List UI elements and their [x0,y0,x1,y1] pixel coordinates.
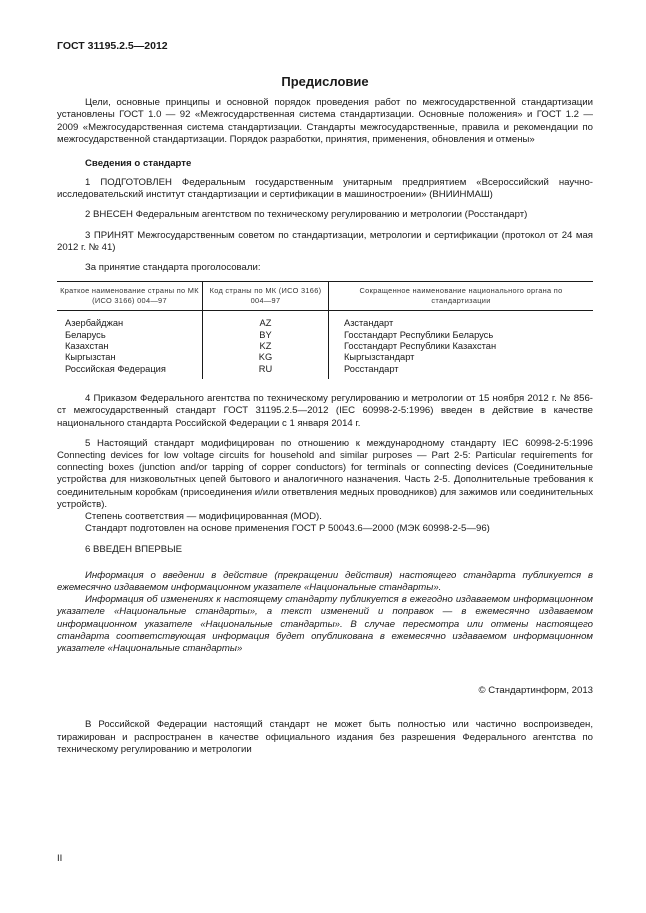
document-page [57,40,593,756]
notice-introduction: Информация о введении в действие (прекращении действия) настоящего стандарта публикуется в ежемесячно издаваемом информационном указателе «Национальные стандарты». [57,569,593,593]
item-2-introduced: 2 ВНЕСЕН Федеральным агентством по техническому регулированию и метрологии (Росстандарт) [85,209,528,221]
country-cell: Азербайджан [65,318,124,329]
legal-notice: В Российской Федерации настоящий стандарт не может быть полностью или частично воспроизведен, тиражирован и распространен в качестве официального издания без разрешения Федерального агентства по техническому регулированию и метрологии [57,719,593,755]
item-1-prepared: 1 ПОДГОТОВЛЕН Федеральным государственным унитарным предприятием «Всероссийский научно-исследовательский институт стандартизации и сертификации в машиностроении» (ВНИИНМАШ) [57,177,593,201]
code-cell: KZ [203,341,329,352]
table-header-country: Краткое наименование страны по МК (ИСО 3166) 004—97 [57,282,203,311]
item-5-degree: Степень соответствия — модифицированная (MOD). [85,511,322,523]
code-cell: KG [203,352,329,363]
code-cell: AZ [203,311,329,330]
page-number: II [57,853,63,864]
body-cell: Кыргызстандарт [329,352,594,363]
table-row [57,330,593,341]
item-6-first-introduced: 6 ВВЕДЕН ВПЕРВЫЕ [85,543,183,555]
body-cell: Росстандарт [329,364,594,379]
country-cell: Кыргызстан [65,352,116,363]
table-row [57,364,593,379]
country-cell: Российская Федерация [65,363,166,374]
code-cell: RU [203,364,329,379]
table-row [57,311,593,330]
body-cell: Госстандарт Республики Казахстан [329,341,594,352]
intro-paragraph: Цели, основные принципы и основной порядок проведения работ по межгосударственной стандартизации установлены ГОСТ 1.0 — 92 «Межгосударственная система стандартизации. Основные положения» и ГОСТ 1.2 — 2009 «Межгосударственная система стандартизации. Стандарты межгосударственные, правила и рекомендации по межгосударственной стандартизации. Порядок разработки, принятия, применения, обновления и отмены» [57,97,593,145]
country-cell: Казахстан [65,341,109,352]
table-header-code: Код страны по МК (ИСО 3166) 004—97 [203,282,329,311]
voting-table [57,281,593,379]
body-cell: Азстандарт [329,311,594,330]
page-title: Предисловие [281,74,369,90]
body-cell: Госстандарт Республики Беларусь [329,330,594,341]
table-header-body: Сокращенное наименование национального органа по стандартизации [329,282,594,311]
item-5-modified: 5 Настоящий стандарт модифицирован по отношению к международному стандарту IEC 60998-2-5:1996 Connecting devices for low voltage circuits for household and similar purposes — Part 2-5: Particular requirements for connecting boxes (junction and/or tapping of copper conductors) for terminals or connecting devices (Соединительные устройства для низковольтных цепей бытового и аналогичного назначения. Часть 2-5. Дополнительные требования к соединительным коробкам (присоединения и/или ответвления медных проводников) для зажимов или соединительных устройств). [57,437,593,510]
item-4-order: 4 Приказом Федерального агентства по техническому регулированию и метрологии от 15 ноября 2012 г. № 856-ст межгосударственный стандарт ГОСТ 31195.2.5—2012 (IEC 60998-2-5:1996) введен в действие в качестве национального стандарта Российской Федерации с 1 января 2014 г. [57,393,593,429]
table-row [57,341,593,352]
item-3-adopted: 3 ПРИНЯТ Межгосударственным советом по стандартизации, метрологии и сертификации (протокол от 24 мая 2012 г. № 41) [57,229,593,253]
table-row [57,352,593,363]
country-cell: Беларусь [65,329,106,340]
vote-intro: За принятие стандарта проголосовали: [85,262,261,274]
copyright: © Стандартинформ, 2013 [478,685,593,697]
notice-changes: Информация об изменениях к настоящему стандарту публикуется в ежегодно издаваемом информационном указателе «Национальные стандарты», а текст изменений и поправок — в ежемесячно издаваемом информационном указателе «Национальные стандарты». В случае пересмотра или отмены настоящего стандарта соответствующая информация будет опубликована в ежемесячно издаваемом информационном указателе «Национальные стандарты» [57,594,593,654]
item-5-basis: Стандарт подготовлен на основе применения ГОСТ Р 50043.6—2000 (МЭК 60998-2-5—96) [85,523,490,535]
standard-code-header: ГОСТ 31195.2.5—2012 [57,40,168,52]
info-heading: Сведения о стандарте [85,158,192,170]
table-header-row [57,282,593,311]
code-cell: BY [203,330,329,341]
